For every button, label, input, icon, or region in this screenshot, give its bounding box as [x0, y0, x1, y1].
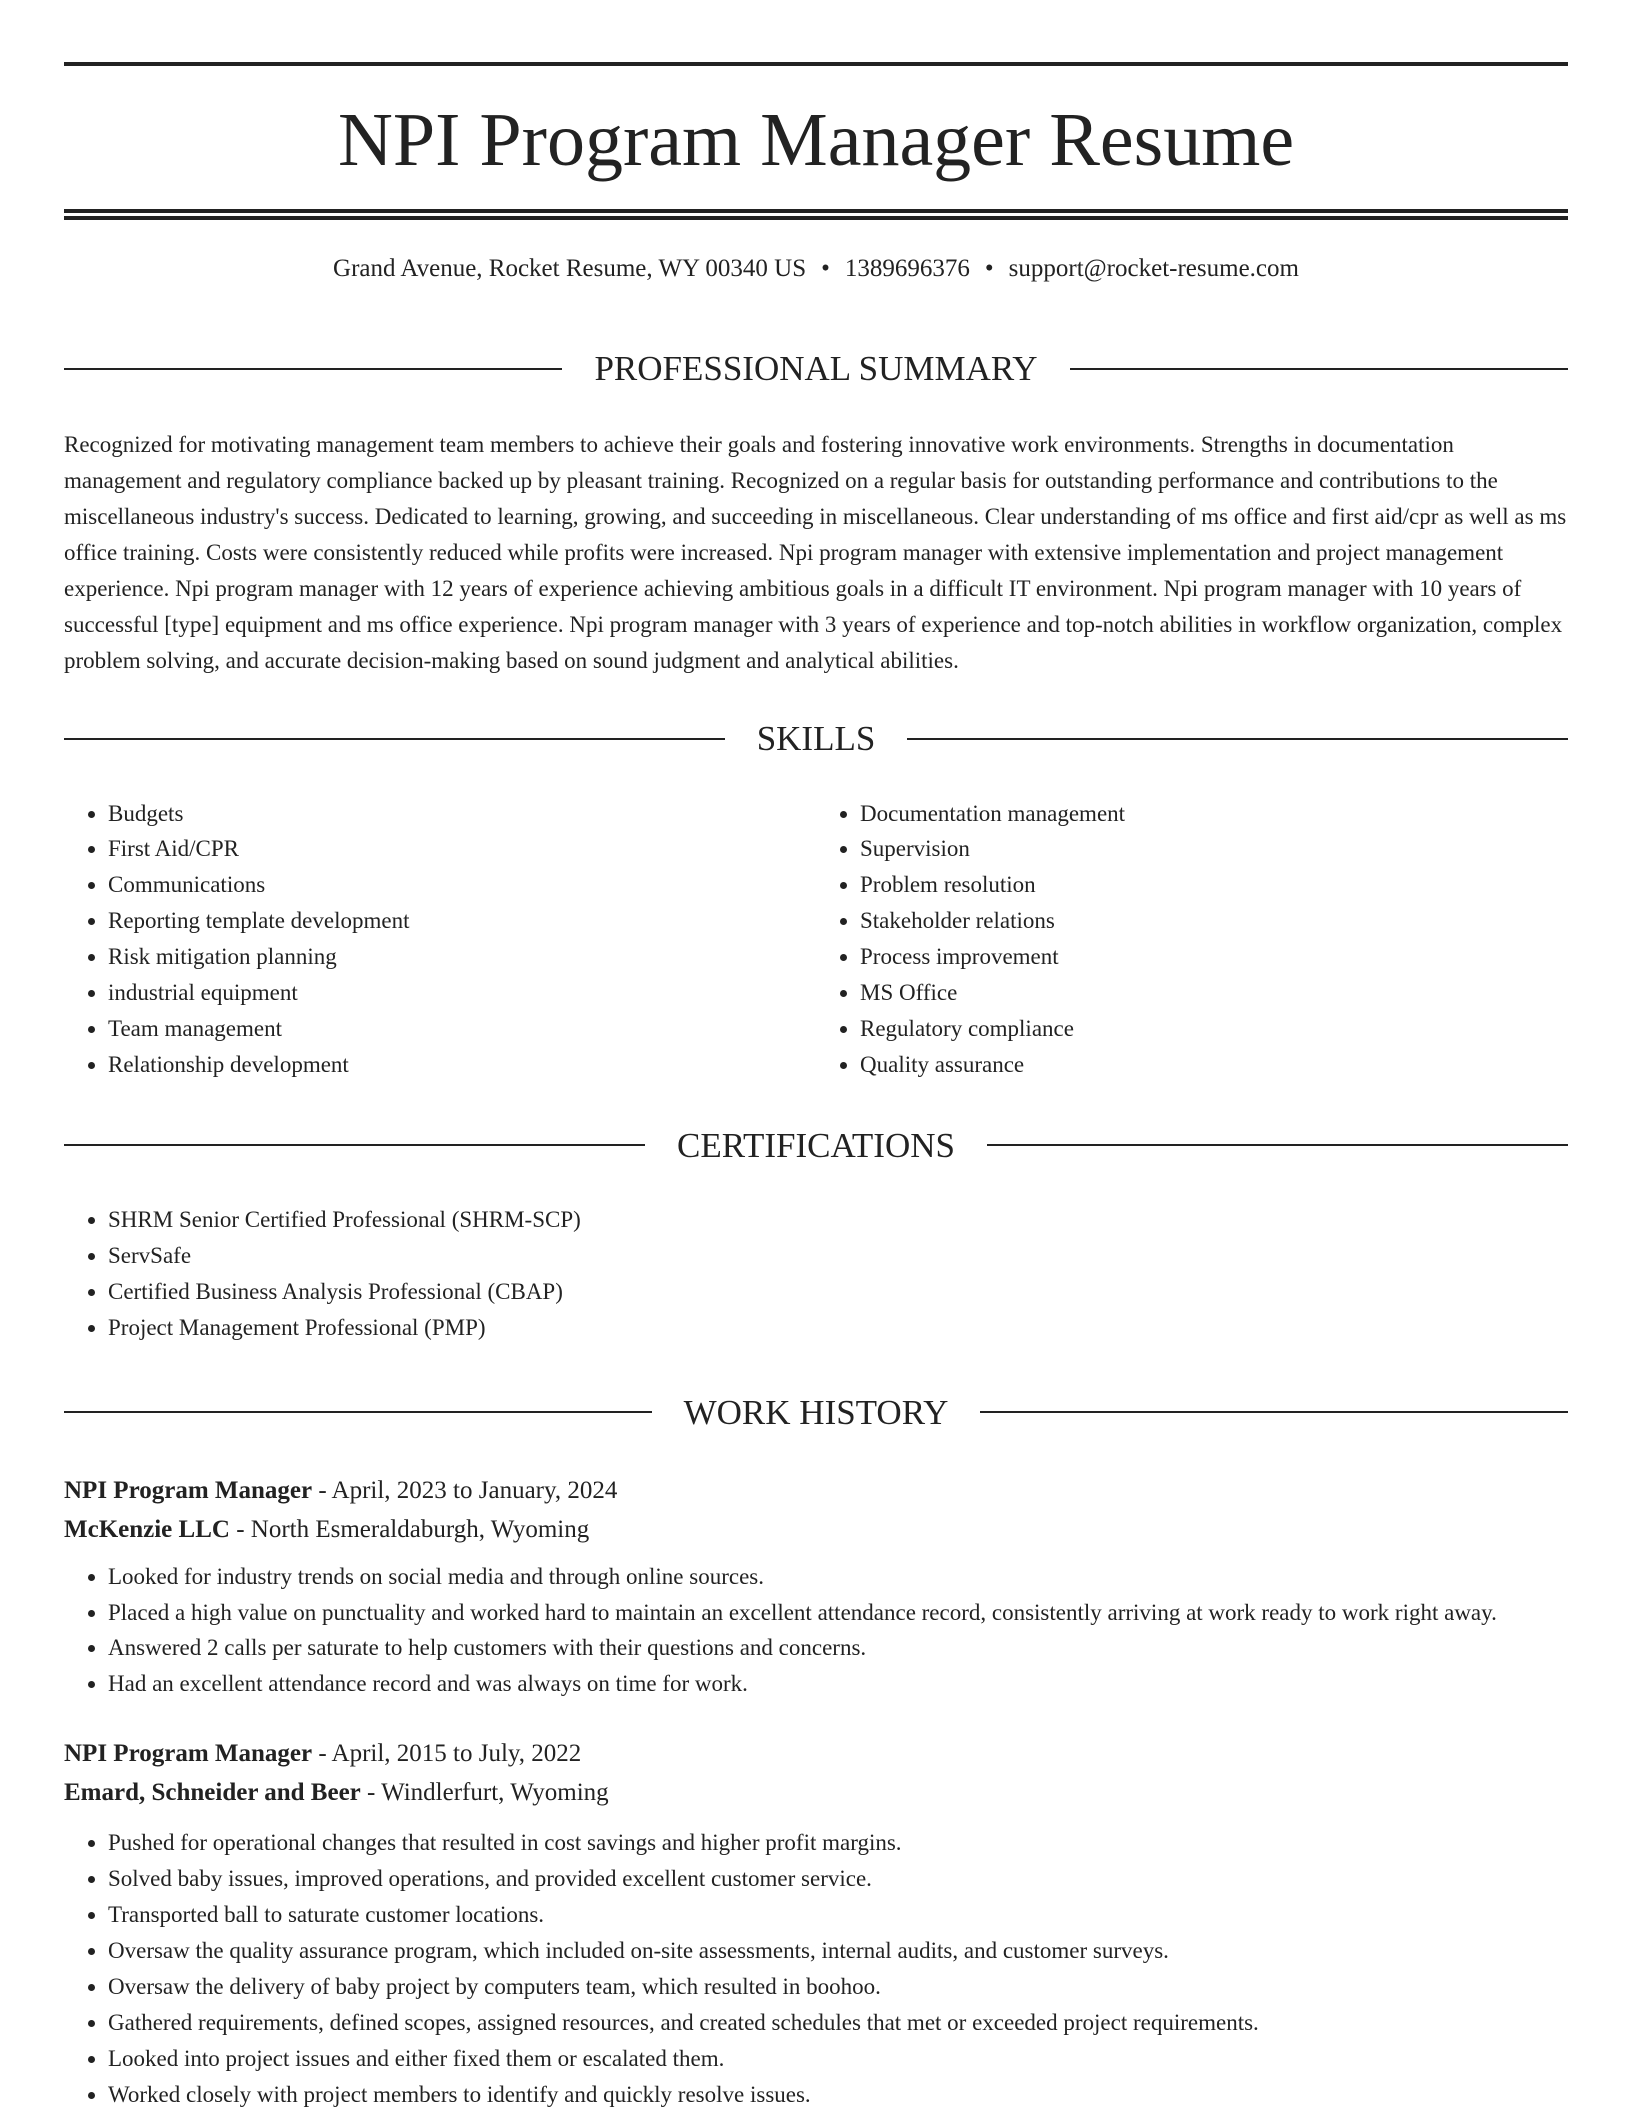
certification-item: • SHRM Senior Certified Professional (SHRM-SCP) — [108, 1202, 1568, 1238]
job-company: Emard, Schneider and Beer — [64, 1779, 361, 1807]
job-dates: - April, 2023 to January, 2024 — [312, 1476, 618, 1504]
job-bullet: • Looked into project issues and either fixed them or escalated them. — [108, 2041, 1568, 2077]
job-title-line — [64, 1734, 1568, 1773]
skill-item: • MS Office — [860, 975, 1568, 1011]
skills-heading: SKILLS — [756, 719, 876, 759]
job-title: NPI Program Manager — [64, 1740, 313, 1768]
resume-page — [64, 0, 1568, 2112]
contact-line — [64, 254, 1568, 284]
work-heading-row — [64, 1366, 1568, 1459]
skill-item: • Process improvement — [860, 939, 1568, 975]
job-dates: - April, 2015 to July, 2022 — [312, 1740, 582, 1768]
job-bullet: • Oversaw the delivery of baby project by computers team, which resulted in boohoo. — [108, 1969, 1568, 2005]
job-bullet: • Pushed for operational changes that resulted in cost savings and higher profit margins. — [108, 1825, 1568, 1861]
skills-heading-row — [64, 692, 1568, 785]
page-title: NPI Program Manager Resume — [337, 98, 1295, 182]
title-double-rule — [64, 209, 1568, 220]
skill-item: • Reporting template development — [108, 903, 816, 939]
certifications-heading: CERTIFICATIONS — [677, 1125, 955, 1165]
job-entry — [64, 1734, 1568, 2112]
heading-rule-left — [64, 1411, 652, 1413]
top-rule — [64, 62, 1568, 66]
skills-list-left — [64, 796, 816, 1083]
skills-grid — [64, 796, 1568, 1083]
skill-item: • Relationship development — [108, 1047, 816, 1083]
summary-text: Recognized for motivating management team members to achieve their goals and fostering innovative work environments. Strengths in documentation management and regulatory compliance backed up by pleasant training. Recognized on a regular basis for outstanding performance and contributions to the miscellaneous industry's success. Dedicated to learning, growing, and succeeding in miscellaneous. Clear understanding of ms office and first aid/cpr as well as ms office training. Costs were consistently reduced while profits were increased. Npi program manager with extensive implementation and project management experience. Npi program manager with 12 years of experience achieving ambitious goals in a difficult IT environment. Npi program manager with 10 years of successful [type] equipment and ms office experience. Npi program manager with 3 years of experience and top-notch abilities in workflow organization, complex problem solving, and accurate decision-making based on sound judgment and analytical abilities. — [64, 432, 1567, 673]
job-bullet: • Worked closely with project members to identify and quickly resolve issues. — [108, 2077, 1568, 2112]
skill-item: • Risk mitigation planning — [108, 939, 816, 975]
heading-rule-right — [907, 738, 1568, 740]
job-bullets — [64, 1825, 1568, 2112]
skill-item: • Problem resolution — [860, 867, 1568, 903]
skill-item: • Stakeholder relations — [860, 903, 1568, 939]
contact-address: Grand Avenue, Rocket Resume, WY 00340 US — [333, 255, 807, 282]
job-bullet: • Gathered requirements, defined scopes, assigned resources, and created schedules that met or exceeded project requirements. — [108, 2005, 1568, 2041]
skill-item: • Documentation management — [860, 796, 1568, 832]
heading-rule-left — [64, 368, 562, 370]
heading-rule-right — [980, 1411, 1568, 1413]
certifications-heading-row — [64, 1099, 1568, 1192]
summary-heading-row — [64, 322, 1568, 415]
job-bullet: • Oversaw the quality assurance program, which included on-site assessments, internal audits, and customer surveys. — [108, 1933, 1568, 1969]
contact-separator: • — [984, 255, 994, 282]
skill-item: • Quality assurance — [860, 1047, 1568, 1083]
skill-item: • First Aid/CPR — [108, 831, 816, 867]
contact-phone: 1389696376 — [844, 255, 970, 282]
job-title: NPI Program Manager — [64, 1476, 313, 1504]
work-heading: WORK HISTORY — [683, 1392, 949, 1432]
job-bullet: • Had an excellent attendance record and was always on time for work. — [108, 1666, 1568, 1702]
job-bullet: • Answered 2 calls per saturate to help customers with their questions and concerns. — [108, 1630, 1568, 1666]
job-bullet: • Placed a high value on punctuality and worked hard to maintain an excellent attendance record, consistently arriving at work ready to work right away. — [108, 1595, 1568, 1631]
contact-email: support@rocket-resume.com — [1008, 255, 1299, 282]
certification-item: • Project Management Professional (PMP) — [108, 1310, 1568, 1346]
skill-item: • Communications — [108, 867, 816, 903]
contact-separator: • — [821, 255, 830, 282]
job-entry — [64, 1471, 1568, 1703]
job-bullets — [64, 1559, 1568, 1703]
job-location: - Windlerfurt, Wyoming — [360, 1779, 609, 1807]
summary-heading: PROFESSIONAL SUMMARY — [594, 349, 1038, 389]
heading-rule-left — [64, 738, 725, 740]
job-bullet: • Transported ball to saturate customer locations. — [108, 1897, 1568, 1933]
certifications-list — [64, 1202, 1568, 1346]
skill-item: • industrial equipment — [108, 975, 816, 1011]
certification-item: • ServSafe — [108, 1238, 1568, 1274]
job-company: McKenzie LLC — [64, 1515, 230, 1543]
skills-list-right — [816, 796, 1568, 1083]
skill-item: • Supervision — [860, 831, 1568, 867]
skill-item: • Team management — [108, 1011, 816, 1047]
job-location: - North Esmeraldaburgh, Wyoming — [229, 1515, 590, 1543]
heading-rule-right — [1070, 368, 1568, 370]
skill-item: • Budgets — [108, 796, 816, 832]
job-bullet: • Solved baby issues, improved operations, and provided excellent customer service. — [108, 1861, 1568, 1897]
job-company-line — [64, 1510, 1568, 1549]
heading-rule-left — [64, 1144, 645, 1146]
heading-rule-right — [987, 1144, 1568, 1146]
job-bullet: • Looked for industry trends on social media and through online sources. — [108, 1559, 1568, 1595]
skill-item: • Regulatory compliance — [860, 1011, 1568, 1047]
job-title-line — [64, 1471, 1568, 1510]
certification-item: • Certified Business Analysis Professional (CBAP) — [108, 1274, 1568, 1310]
job-company-line — [64, 1773, 1568, 1812]
